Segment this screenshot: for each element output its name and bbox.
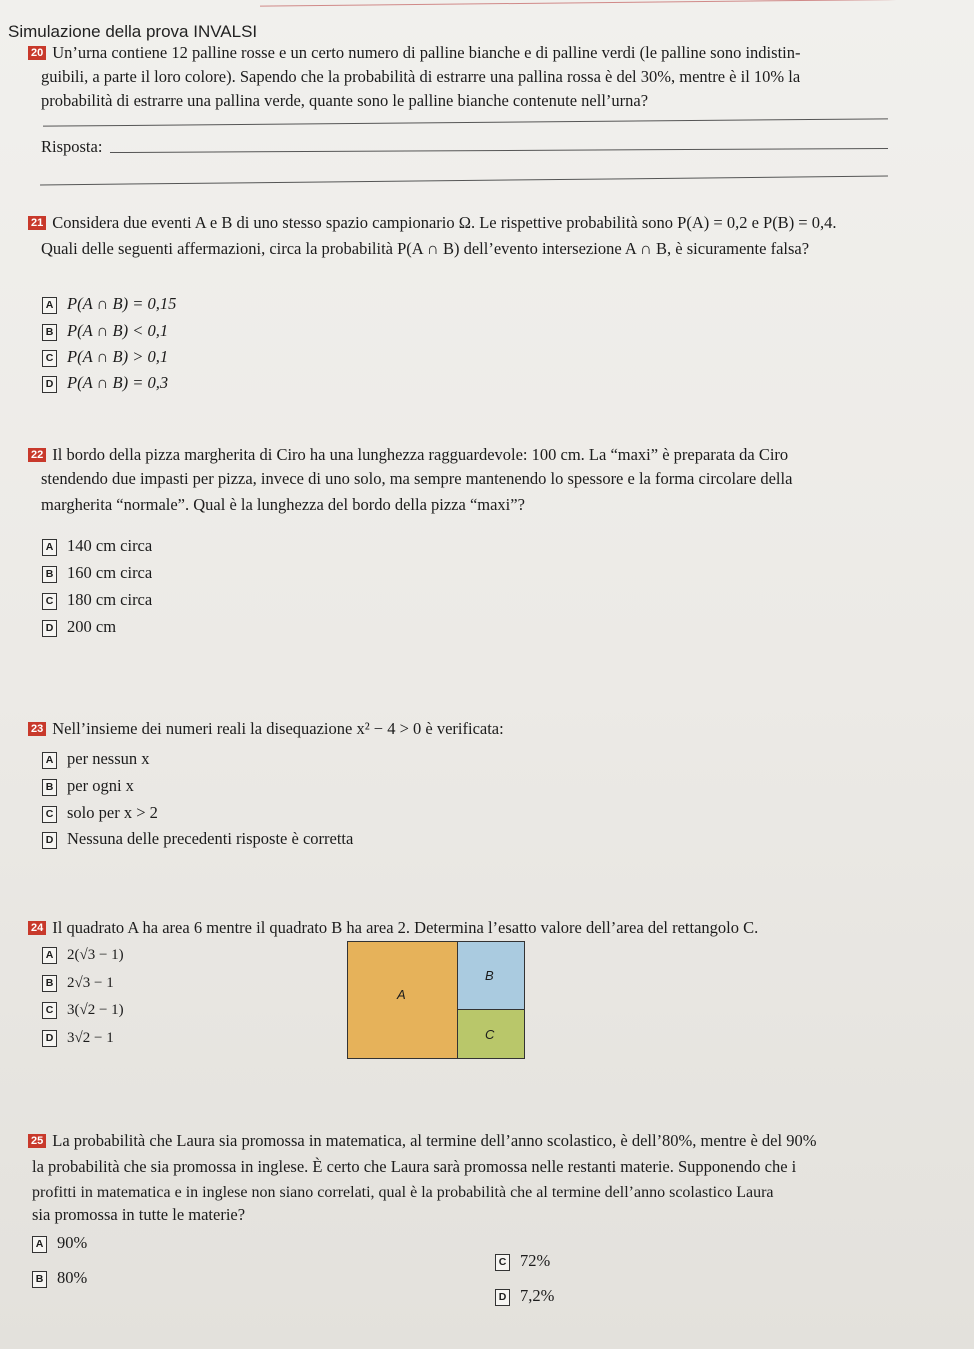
question-line: Nell’insieme dei numeri reali la disequazione x² − 4 > 0 è verificata: xyxy=(52,719,504,738)
option-text: P(A ∩ B) = 0,15 xyxy=(67,294,177,313)
option-text: per nessun x xyxy=(67,749,150,768)
answer-line xyxy=(40,176,888,186)
option-b[interactable] xyxy=(42,563,152,583)
question-line: probabilità di estrarre una pallina verde, quante sono le palline bianche contenute nell’urna? xyxy=(41,91,649,110)
option-text: 160 cm circa xyxy=(67,563,153,582)
option-letter: D xyxy=(42,1030,57,1047)
question-number: 23 xyxy=(28,722,46,736)
question-number: 21 xyxy=(28,216,46,230)
option-letter: A xyxy=(42,752,57,769)
page-header: Simulazione della prova INVALSI xyxy=(8,22,258,41)
option-letter: B xyxy=(42,975,57,992)
option-letter: D xyxy=(495,1289,510,1306)
question-number: 20 xyxy=(28,46,46,60)
question-24 xyxy=(28,917,758,939)
option-letter: B xyxy=(42,566,57,583)
option-letter: D xyxy=(42,620,57,637)
option-text: solo per x > 2 xyxy=(67,803,158,822)
label-c: C xyxy=(485,1027,495,1042)
option-d[interactable] xyxy=(42,829,353,849)
option-a[interactable] xyxy=(42,294,176,314)
option-text: 3(√2 − 1) xyxy=(67,1002,124,1018)
option-text: P(A ∩ B) < 0,1 xyxy=(67,321,169,340)
option-letter: C xyxy=(495,1254,510,1271)
option-b[interactable] xyxy=(42,321,168,341)
option-text: 140 cm circa xyxy=(67,536,153,555)
question-line: Considera due eventi A e B di uno stesso spazio campionario Ω. Le rispettive probabilità sono P(A) = 0,2 e P(B) = 0,4. xyxy=(52,213,837,232)
answer-line xyxy=(43,118,888,126)
question-line: stendendo due impasti per pizza, invece di uno solo, ma sempre mantenendo lo spessore e la forma circolare della xyxy=(41,469,793,488)
option-text: 80% xyxy=(57,1268,88,1287)
option-letter: A xyxy=(42,539,57,556)
option-b[interactable] xyxy=(42,776,134,796)
squares-diagram xyxy=(347,941,525,1059)
question-number: 24 xyxy=(28,921,46,935)
question-23 xyxy=(28,718,504,740)
label-a: A xyxy=(397,987,406,1002)
option-d[interactable] xyxy=(495,1286,554,1306)
option-letter: A xyxy=(32,1236,47,1253)
option-b[interactable] xyxy=(32,1268,87,1288)
option-a[interactable] xyxy=(42,945,124,965)
option-letter: C xyxy=(42,1002,57,1019)
option-c[interactable] xyxy=(42,1000,124,1020)
option-letter: C xyxy=(42,593,57,610)
option-text: 3√2 − 1 xyxy=(67,1030,114,1046)
option-text: 2√3 − 1 xyxy=(67,975,114,991)
question-line: la probabilità che sia promossa in inglese. È certo che Laura sarà promossa nelle restanti materie. Supponendo che i xyxy=(32,1157,797,1176)
option-text: per ogni x xyxy=(67,776,134,795)
question-line: margherita “normale”. Qual è la lunghezza del bordo della pizza “maxi”? xyxy=(41,495,525,514)
question-number: 22 xyxy=(28,448,46,462)
question-line: Il quadrato A ha area 6 mentre il quadrato B ha area 2. Determina l’esatto valore dell’area del rettangolo C. xyxy=(52,918,759,937)
option-letter: B xyxy=(42,779,57,796)
option-letter: A xyxy=(42,297,57,314)
question-line: sia promossa in tutte le materie? xyxy=(32,1205,246,1224)
label-b: B xyxy=(485,968,494,983)
question-line: Quali delle seguenti affermazioni, circa la probabilità P(A ∩ B) dell’evento intersezione A ∩ B, è sicuramente falsa? xyxy=(41,239,810,258)
option-a[interactable] xyxy=(32,1233,87,1253)
option-d[interactable] xyxy=(42,1028,114,1048)
option-text: 7,2% xyxy=(520,1286,555,1305)
option-c[interactable] xyxy=(495,1251,550,1271)
option-letter: D xyxy=(42,376,57,393)
option-b[interactable] xyxy=(42,973,114,993)
question-line: Un’urna contiene 12 palline rosse e un certo numero di palline bianche e di palline verdi (le palline sono indistin- xyxy=(52,43,801,62)
question-line: La probabilità che Laura sia promossa in matematica, al termine dell’anno scolastico, è dell’80%, mentre è del 90% xyxy=(52,1131,817,1150)
option-text: 72% xyxy=(520,1251,551,1270)
option-text: P(A ∩ B) > 0,1 xyxy=(67,347,169,366)
answer-label: Risposta: xyxy=(41,137,103,156)
option-a[interactable] xyxy=(42,536,152,556)
option-text: 90% xyxy=(57,1233,88,1252)
option-text: 2(√3 − 1) xyxy=(67,947,124,963)
option-a[interactable] xyxy=(42,749,149,769)
option-letter: C xyxy=(42,350,57,367)
option-letter: B xyxy=(42,324,57,341)
question-line: Il bordo della pizza margherita di Ciro ha una lunghezza ragguardevole: 100 cm. La “maxi” è preparata da Ciro xyxy=(52,445,789,464)
option-c[interactable] xyxy=(42,590,152,610)
option-text: P(A ∩ B) = 0,3 xyxy=(67,373,169,392)
option-text: 200 cm xyxy=(67,617,117,636)
option-text: Nessuna delle precedenti risposte è corretta xyxy=(67,829,354,848)
question-number: 25 xyxy=(28,1134,46,1148)
option-d[interactable] xyxy=(42,373,168,393)
header-rule xyxy=(260,0,960,7)
question-line: profitti in matematica e in inglese non siano correlati, qual è la probabilità che al termine dell’anno scolastico Laura xyxy=(32,1184,774,1201)
option-letter: B xyxy=(32,1271,47,1288)
option-c[interactable] xyxy=(42,803,158,823)
option-letter: D xyxy=(42,832,57,849)
option-letter: C xyxy=(42,806,57,823)
question-line: guibili, a parte il loro colore). Sapendo che la probabilità di estrarre una pallina rossa è del 30%, mentre è il 10% la xyxy=(41,67,801,86)
option-d[interactable] xyxy=(42,617,116,637)
answer-line[interactable] xyxy=(110,148,888,153)
option-text: 180 cm circa xyxy=(67,590,153,609)
option-letter: A xyxy=(42,947,57,964)
option-c[interactable] xyxy=(42,347,168,367)
